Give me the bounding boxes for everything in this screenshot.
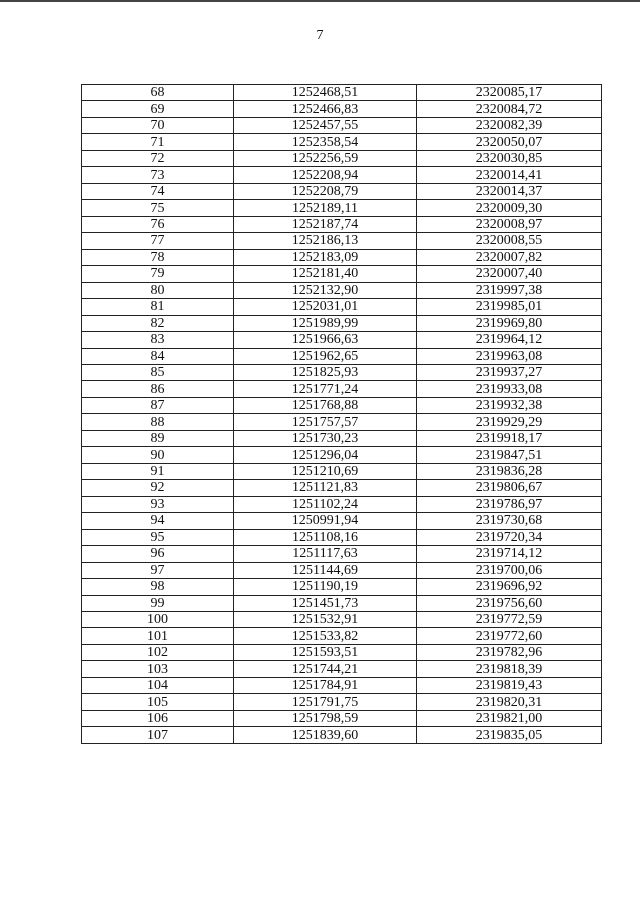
y-coordinate-cell: 2320030,85 xyxy=(417,150,602,166)
point-number-cell: 100 xyxy=(82,612,234,628)
point-number-cell: 82 xyxy=(82,315,234,331)
x-coordinate-cell: 1251798,59 xyxy=(234,710,417,726)
point-number-cell: 75 xyxy=(82,200,234,216)
x-coordinate-cell: 1251757,57 xyxy=(234,414,417,430)
y-coordinate-cell: 2319700,06 xyxy=(417,562,602,578)
y-coordinate-cell: 2319696,92 xyxy=(417,579,602,595)
table-row xyxy=(82,266,602,282)
table-row xyxy=(82,150,602,166)
x-coordinate-cell: 1252208,79 xyxy=(234,183,417,199)
point-number-cell: 74 xyxy=(82,183,234,199)
x-coordinate-cell: 1251108,16 xyxy=(234,529,417,545)
point-number-cell: 85 xyxy=(82,364,234,380)
table-row xyxy=(82,233,602,249)
y-coordinate-cell: 2319756,60 xyxy=(417,595,602,611)
x-coordinate-cell: 1251730,23 xyxy=(234,430,417,446)
point-number-cell: 83 xyxy=(82,332,234,348)
x-coordinate-cell: 1251593,51 xyxy=(234,644,417,660)
point-number-cell: 91 xyxy=(82,463,234,479)
x-coordinate-cell: 1251190,19 xyxy=(234,579,417,595)
y-coordinate-cell: 2319820,31 xyxy=(417,694,602,710)
table-row xyxy=(82,628,602,644)
x-coordinate-cell: 1251210,69 xyxy=(234,463,417,479)
table-row xyxy=(82,677,602,693)
point-number-cell: 69 xyxy=(82,101,234,117)
x-coordinate-cell: 1251825,93 xyxy=(234,364,417,380)
point-number-cell: 101 xyxy=(82,628,234,644)
coordinates-table-body xyxy=(82,85,602,744)
table-row xyxy=(82,134,602,150)
point-number-cell: 96 xyxy=(82,546,234,562)
x-coordinate-cell: 1252189,11 xyxy=(234,200,417,216)
x-coordinate-cell: 1251117,63 xyxy=(234,546,417,562)
table-row xyxy=(82,496,602,512)
point-number-cell: 92 xyxy=(82,480,234,496)
y-coordinate-cell: 2319720,34 xyxy=(417,529,602,545)
table-row xyxy=(82,167,602,183)
x-coordinate-cell: 1251784,91 xyxy=(234,677,417,693)
page-number: 7 xyxy=(316,28,324,43)
table-row xyxy=(82,282,602,298)
point-number-cell: 70 xyxy=(82,117,234,133)
table-row xyxy=(82,546,602,562)
table-row xyxy=(82,612,602,628)
y-coordinate-cell: 2320008,55 xyxy=(417,233,602,249)
x-coordinate-cell: 1252132,90 xyxy=(234,282,417,298)
y-coordinate-cell: 2319997,38 xyxy=(417,282,602,298)
y-coordinate-cell: 2319772,60 xyxy=(417,628,602,644)
x-coordinate-cell: 1251121,83 xyxy=(234,480,417,496)
x-coordinate-cell: 1251144,69 xyxy=(234,562,417,578)
x-coordinate-cell: 1252256,59 xyxy=(234,150,417,166)
table-row xyxy=(82,348,602,364)
table-row xyxy=(82,299,602,315)
x-coordinate-cell: 1251966,63 xyxy=(234,332,417,348)
y-coordinate-cell: 2319835,05 xyxy=(417,727,602,743)
table-row xyxy=(82,364,602,380)
x-coordinate-cell: 1251839,60 xyxy=(234,727,417,743)
point-number-cell: 102 xyxy=(82,644,234,660)
table-row xyxy=(82,85,602,101)
y-coordinate-cell: 2320082,39 xyxy=(417,117,602,133)
y-coordinate-cell: 2319964,12 xyxy=(417,332,602,348)
table-row xyxy=(82,644,602,660)
point-number-cell: 99 xyxy=(82,595,234,611)
x-coordinate-cell: 1251989,99 xyxy=(234,315,417,331)
point-number-cell: 107 xyxy=(82,727,234,743)
x-coordinate-cell: 1252468,51 xyxy=(234,85,417,101)
table-row xyxy=(82,381,602,397)
point-number-cell: 106 xyxy=(82,710,234,726)
table-row xyxy=(82,315,602,331)
point-number-cell: 94 xyxy=(82,513,234,529)
table-row xyxy=(82,249,602,265)
y-coordinate-cell: 2319933,08 xyxy=(417,381,602,397)
x-coordinate-cell: 1252187,74 xyxy=(234,216,417,232)
point-number-cell: 84 xyxy=(82,348,234,364)
table-row xyxy=(82,694,602,710)
x-coordinate-cell: 1252186,13 xyxy=(234,233,417,249)
point-number-cell: 78 xyxy=(82,249,234,265)
y-coordinate-cell: 2320084,72 xyxy=(417,101,602,117)
point-number-cell: 86 xyxy=(82,381,234,397)
y-coordinate-cell: 2320007,40 xyxy=(417,266,602,282)
point-number-cell: 90 xyxy=(82,447,234,463)
y-coordinate-cell: 2320014,41 xyxy=(417,167,602,183)
point-number-cell: 72 xyxy=(82,150,234,166)
y-coordinate-cell: 2319714,12 xyxy=(417,546,602,562)
y-coordinate-cell: 2319929,29 xyxy=(417,414,602,430)
table-row xyxy=(82,397,602,413)
table-row xyxy=(82,447,602,463)
x-coordinate-cell: 1251451,73 xyxy=(234,595,417,611)
x-coordinate-cell: 1251791,75 xyxy=(234,694,417,710)
y-coordinate-cell: 2319985,01 xyxy=(417,299,602,315)
x-coordinate-cell: 1252457,55 xyxy=(234,117,417,133)
y-coordinate-cell: 2319836,28 xyxy=(417,463,602,479)
table-row xyxy=(82,414,602,430)
point-number-cell: 71 xyxy=(82,134,234,150)
point-number-cell: 97 xyxy=(82,562,234,578)
point-number-cell: 87 xyxy=(82,397,234,413)
table-row xyxy=(82,430,602,446)
x-coordinate-cell: 1252183,09 xyxy=(234,249,417,265)
table-row xyxy=(82,513,602,529)
table-row xyxy=(82,529,602,545)
x-coordinate-cell: 1252208,94 xyxy=(234,167,417,183)
table-row xyxy=(82,579,602,595)
y-coordinate-cell: 2320009,30 xyxy=(417,200,602,216)
table-row xyxy=(82,727,602,743)
y-coordinate-cell: 2319969,80 xyxy=(417,315,602,331)
x-coordinate-cell: 1252181,40 xyxy=(234,266,417,282)
table-row xyxy=(82,710,602,726)
x-coordinate-cell: 1252358,54 xyxy=(234,134,417,150)
point-number-cell: 88 xyxy=(82,414,234,430)
x-coordinate-cell: 1250991,94 xyxy=(234,513,417,529)
table-row xyxy=(82,216,602,232)
table-row xyxy=(82,101,602,117)
y-coordinate-cell: 2319782,96 xyxy=(417,644,602,660)
y-coordinate-cell: 2320008,97 xyxy=(417,216,602,232)
table-row xyxy=(82,480,602,496)
table-row xyxy=(82,117,602,133)
y-coordinate-cell: 2319806,67 xyxy=(417,480,602,496)
x-coordinate-cell: 1251532,91 xyxy=(234,612,417,628)
coordinates-table xyxy=(81,84,602,744)
point-number-cell: 81 xyxy=(82,299,234,315)
y-coordinate-cell: 2319932,38 xyxy=(417,397,602,413)
y-coordinate-cell: 2320085,17 xyxy=(417,85,602,101)
point-number-cell: 103 xyxy=(82,661,234,677)
point-number-cell: 80 xyxy=(82,282,234,298)
y-coordinate-cell: 2319821,00 xyxy=(417,710,602,726)
y-coordinate-cell: 2319847,51 xyxy=(417,447,602,463)
x-coordinate-cell: 1251102,24 xyxy=(234,496,417,512)
y-coordinate-cell: 2319818,39 xyxy=(417,661,602,677)
point-number-cell: 79 xyxy=(82,266,234,282)
x-coordinate-cell: 1251771,24 xyxy=(234,381,417,397)
point-number-cell: 93 xyxy=(82,496,234,512)
y-coordinate-cell: 2319786,97 xyxy=(417,496,602,512)
point-number-cell: 76 xyxy=(82,216,234,232)
y-coordinate-cell: 2319730,68 xyxy=(417,513,602,529)
x-coordinate-cell: 1251768,88 xyxy=(234,397,417,413)
y-coordinate-cell: 2320050,07 xyxy=(417,134,602,150)
point-number-cell: 98 xyxy=(82,579,234,595)
y-coordinate-cell: 2319963,08 xyxy=(417,348,602,364)
point-number-cell: 89 xyxy=(82,430,234,446)
point-number-cell: 73 xyxy=(82,167,234,183)
x-coordinate-cell: 1252466,83 xyxy=(234,101,417,117)
table-row xyxy=(82,661,602,677)
top-rule xyxy=(0,0,640,2)
x-coordinate-cell: 1251296,04 xyxy=(234,447,417,463)
y-coordinate-cell: 2319937,27 xyxy=(417,364,602,380)
point-number-cell: 68 xyxy=(82,85,234,101)
x-coordinate-cell: 1252031,01 xyxy=(234,299,417,315)
table-row xyxy=(82,595,602,611)
point-number-cell: 105 xyxy=(82,694,234,710)
table-row xyxy=(82,183,602,199)
table-row xyxy=(82,332,602,348)
x-coordinate-cell: 1251744,21 xyxy=(234,661,417,677)
y-coordinate-cell: 2319819,43 xyxy=(417,677,602,693)
point-number-cell: 77 xyxy=(82,233,234,249)
x-coordinate-cell: 1251533,82 xyxy=(234,628,417,644)
table-row xyxy=(82,562,602,578)
x-coordinate-cell: 1251962,65 xyxy=(234,348,417,364)
y-coordinate-cell: 2320014,37 xyxy=(417,183,602,199)
y-coordinate-cell: 2320007,82 xyxy=(417,249,602,265)
point-number-cell: 95 xyxy=(82,529,234,545)
y-coordinate-cell: 2319772,59 xyxy=(417,612,602,628)
table-row xyxy=(82,200,602,216)
point-number-cell: 104 xyxy=(82,677,234,693)
y-coordinate-cell: 2319918,17 xyxy=(417,430,602,446)
table-row xyxy=(82,463,602,479)
